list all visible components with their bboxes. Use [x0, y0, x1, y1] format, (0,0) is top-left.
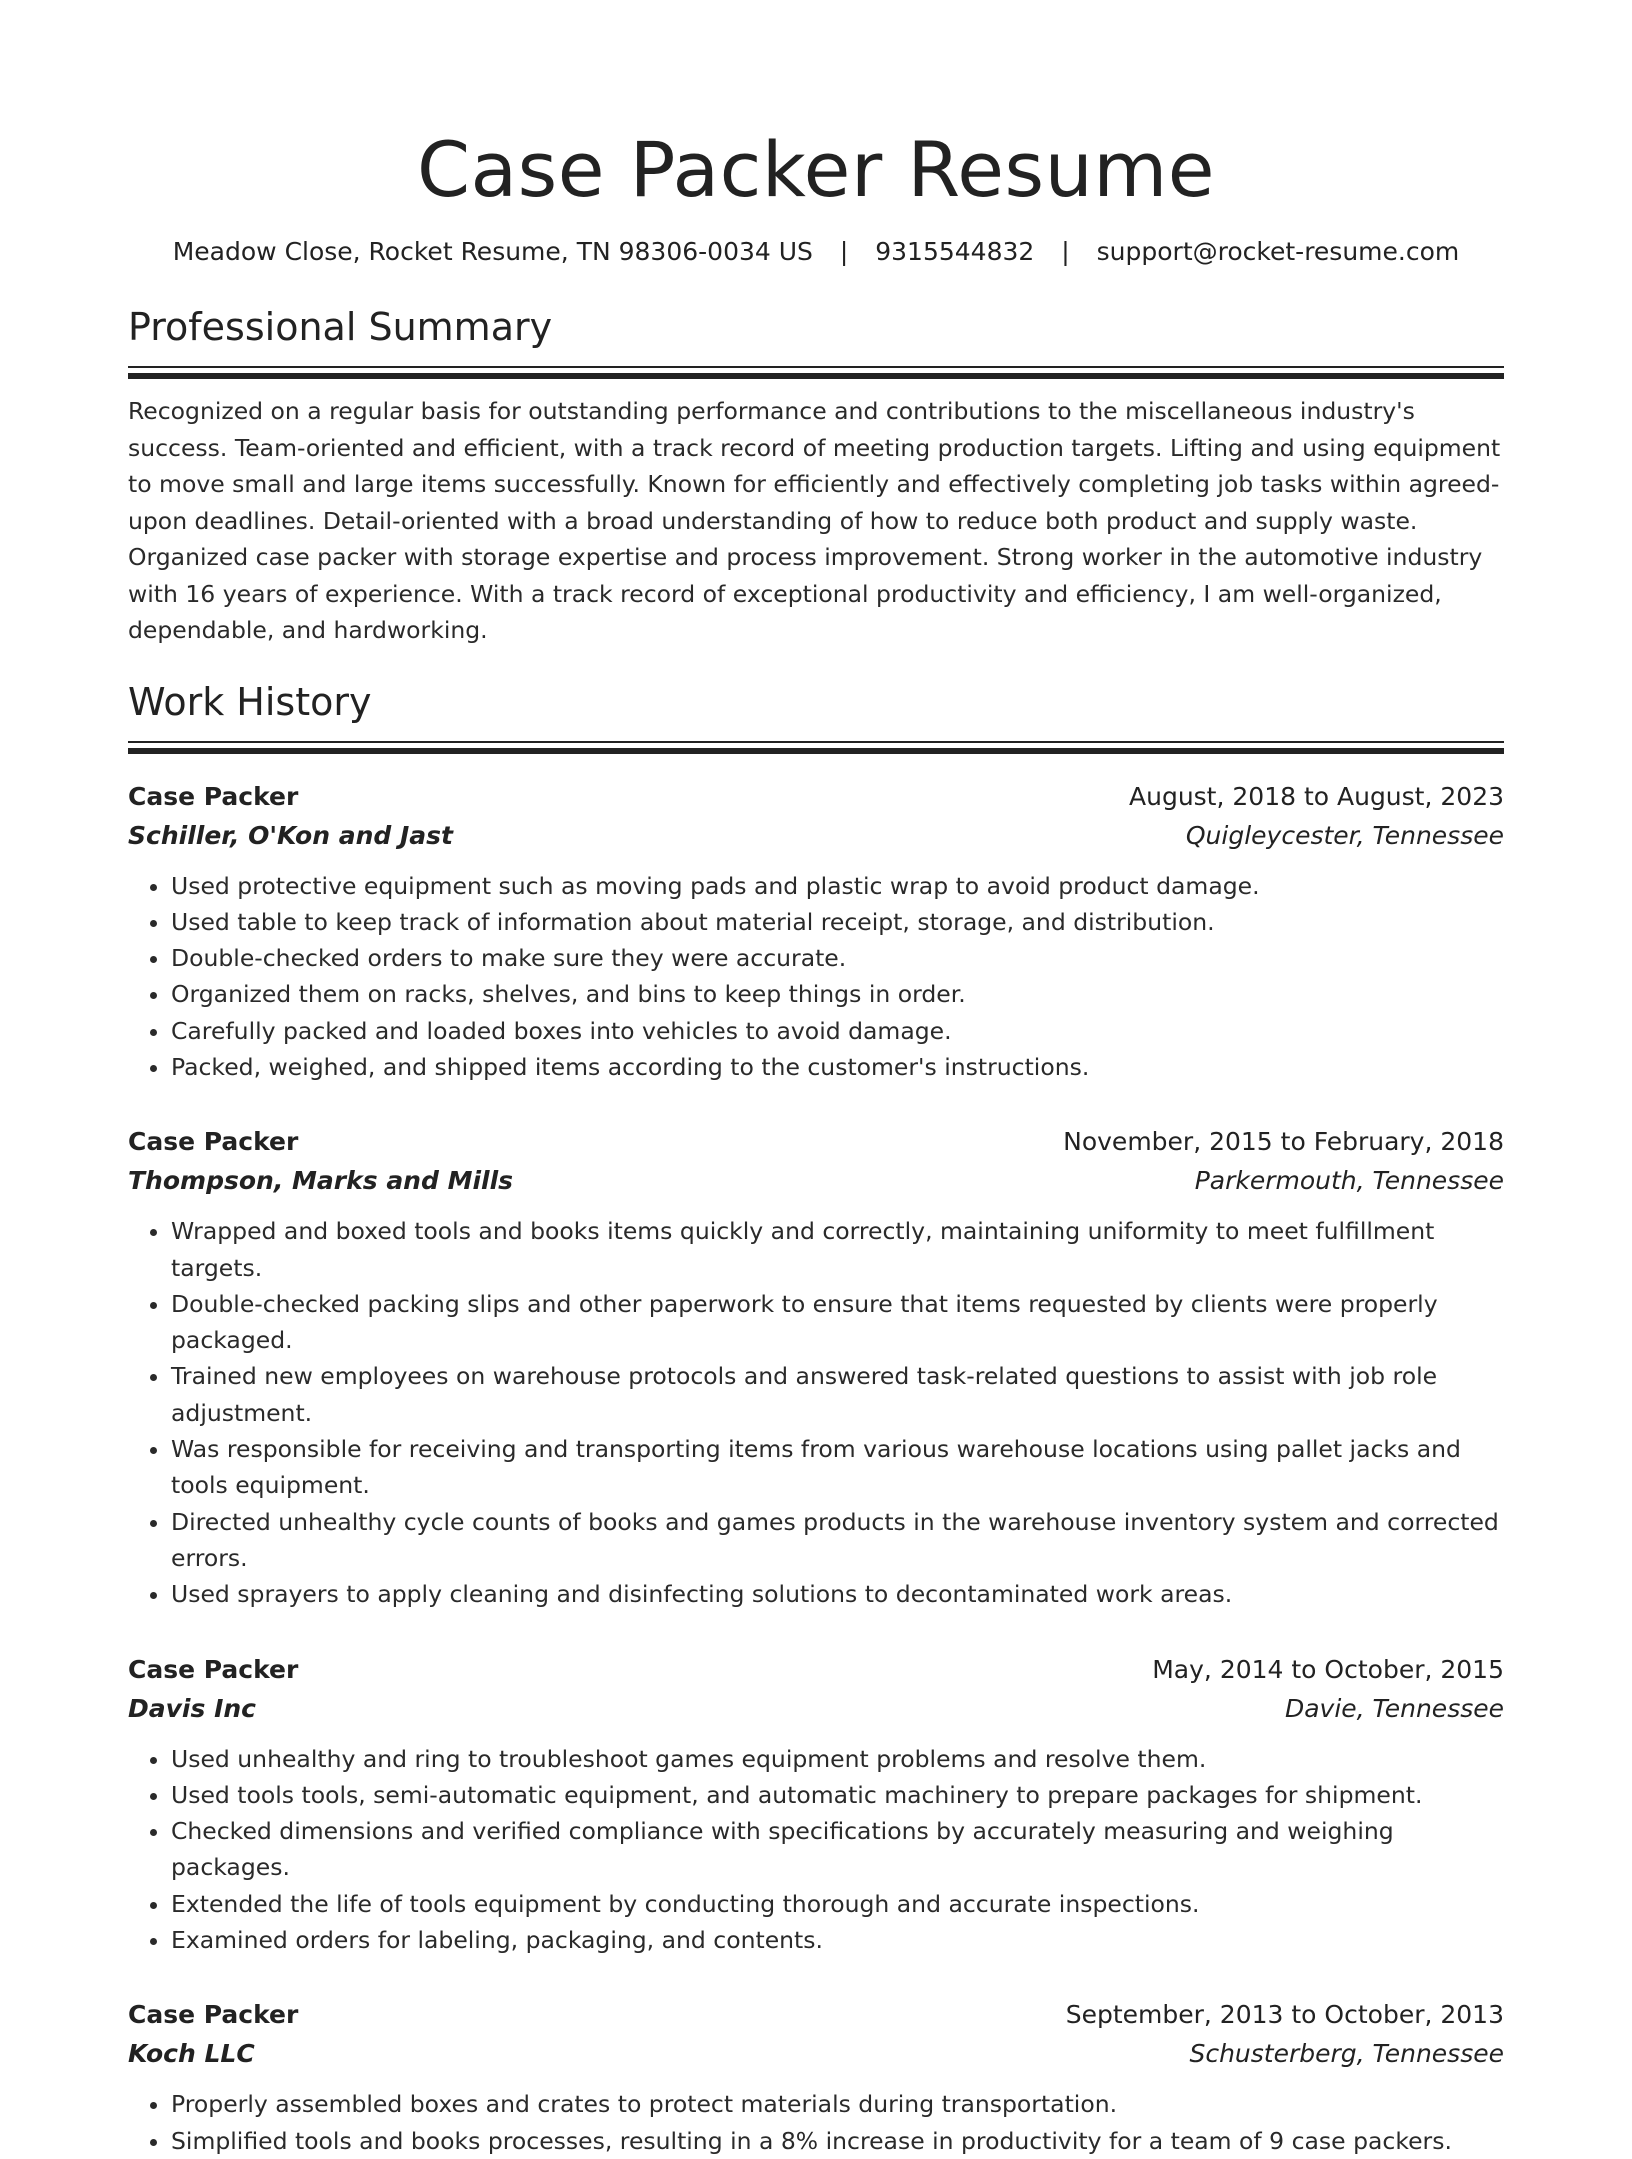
job-dates: September, 2013 to October, 2013 [1065, 2000, 1504, 2030]
job-company: Thompson, Marks and Mills [128, 1166, 514, 1196]
job-title: Case Packer [128, 2000, 299, 2030]
section-divider-thick [128, 748, 1504, 754]
job-dates: May, 2014 to October, 2015 [1152, 1654, 1504, 1684]
job-bullet: • Wrapped and boxed tools and books items quickly and correctly, maintaining uniformity to meet fulfillment targets. [171, 1213, 1504, 1286]
job-bullet: • Used protective equipment such as moving pads and plastic wrap to avoid product damage. [171, 868, 1504, 904]
job-entry [128, 1651, 1504, 1959]
job-bullet: • Packed, weighed, and shipped items according to the customer's instructions. [171, 1049, 1504, 1085]
job-bullets [128, 1741, 1504, 1959]
job-location: Parkermouth, Tennessee [1194, 1166, 1504, 1196]
job-location: Quigleycester, Tennessee [1185, 820, 1504, 850]
contact-separator: | [1061, 237, 1070, 266]
contact-line [128, 235, 1504, 269]
job-company: Davis Inc [128, 1693, 256, 1723]
professional-summary-section [128, 303, 1504, 649]
section-heading-summary: Professional Summary [128, 305, 553, 349]
job-bullet: • Double-checked packing slips and other paperwork to ensure that items requested by clients were properly packaged. [171, 1286, 1504, 1359]
section-divider-thin [128, 741, 1504, 743]
job-location: Davie, Tennessee [1284, 1693, 1504, 1723]
contact-address: Meadow Close, Rocket Resume, TN 98306-0034 US [172, 237, 813, 266]
job-location: Schusterberg, Tennessee [1189, 2039, 1504, 2069]
work-history-section [128, 678, 1504, 2159]
job-entry [128, 1996, 1504, 2159]
job-title: Case Packer [128, 781, 299, 811]
job-bullet: • Simplified tools and books processes, resulting in a 8% increase in productivity for a team of 9 case packers. [171, 2123, 1504, 2159]
resume-title: Case Packer Resume [416, 125, 1216, 214]
job-bullets [128, 2086, 1504, 2159]
section-divider-thick [128, 373, 1504, 379]
section-heading-work-history: Work History [128, 679, 372, 724]
job-bullet: • Used table to keep track of information about material receipt, storage, and distribution. [171, 904, 1504, 940]
contact-separator: | [839, 237, 849, 266]
job-title: Case Packer [128, 1654, 299, 1684]
job-bullet: • Carefully packed and loaded boxes into vehicles to avoid damage. [171, 1013, 1504, 1049]
job-dates: November, 2015 to February, 2018 [1063, 1127, 1504, 1157]
resume-page [128, 0, 1504, 2159]
job-bullets [128, 868, 1504, 1086]
job-company: Koch LLC [128, 2039, 255, 2069]
job-bullet: • Was responsible for receiving and transporting items from various warehouse locations using pallet jacks and tools equipment. [171, 1431, 1504, 1504]
job-bullet: • Used unhealthy and ring to troubleshoot games equipment problems and resolve them. [171, 1741, 1504, 1777]
job-bullet: • Checked dimensions and verified compliance with specifications by accurately measuring and weighing packages. [171, 1813, 1504, 1886]
job-dates: August, 2018 to August, 2023 [1129, 781, 1504, 811]
job-bullet: • Directed unhealthy cycle counts of books and games products in the warehouse inventory system and corrected errors. [171, 1504, 1504, 1577]
job-bullets [128, 1213, 1504, 1612]
job-bullet: • Extended the life of tools equipment by conducting thorough and accurate inspections. [171, 1886, 1504, 1922]
job-entry [128, 1123, 1504, 1612]
job-bullet: • Used sprayers to apply cleaning and disinfecting solutions to decontaminated work areas. [171, 1576, 1504, 1612]
job-bullet: • Trained new employees on warehouse protocols and answered task-related questions to assist with job role adjustment. [171, 1358, 1504, 1431]
job-bullet: • Organized them on racks, shelves, and bins to keep things in order. [171, 976, 1504, 1012]
job-company: Schiller, O'Kon and Jast [128, 820, 453, 850]
contact-phone: 9315544832 [875, 237, 1035, 266]
job-entry [128, 778, 1504, 1086]
section-divider-thin [128, 366, 1504, 368]
job-bullet: • Properly assembled boxes and crates to protect materials during transportation. [171, 2086, 1504, 2122]
summary-text: Recognized on a regular basis for outstanding performance and contributions to the miscellaneous industry's success. Team-oriented and efficient, with a track record of meeting production targets. Lifting and using equipment to move small and large items successfully. Known for efficiently and effectively completing job tasks within agreed-upon deadlines. Detail-oriented with a broad understanding of how to reduce both product and supply waste. Organized case packer with storage expertise and process improvement. Strong worker in the automotive industry with 16 years of experience. With a track record of exceptional productivity and efficiency, I am well-organized, dependable, and hardworking. [128, 397, 1501, 644]
job-bullet: • Used tools tools, semi-automatic equipment, and automatic machinery to prepare packages for shipment. [171, 1777, 1504, 1813]
job-bullet: • Double-checked orders to make sure they were accurate. [171, 940, 1504, 976]
job-bullet: • Examined orders for labeling, packaging, and contents. [171, 1922, 1504, 1958]
job-title: Case Packer [128, 1127, 299, 1157]
contact-email: support@rocket-resume.com [1096, 237, 1460, 266]
